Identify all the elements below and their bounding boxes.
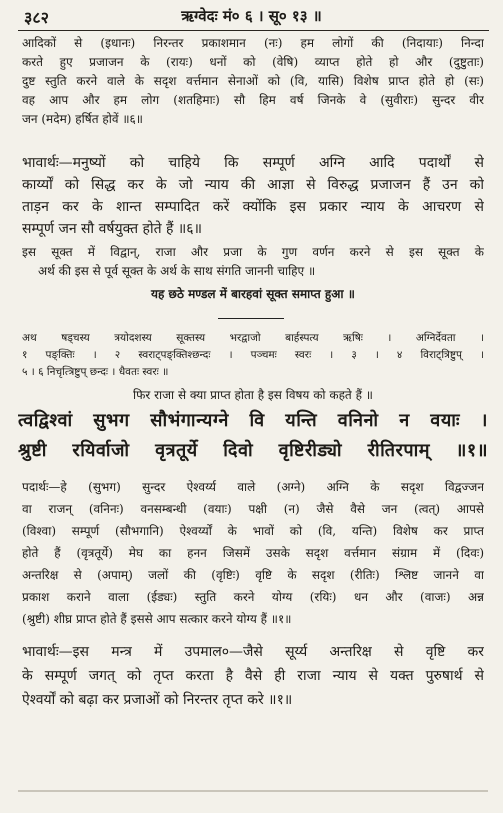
text-line: (श्रुष्टी) शीघ्र प्राप्त होते हैं इससे आप सत्कार करने योग्य हैं ॥१॥	[22, 612, 292, 626]
topic-question	[22, 386, 484, 405]
text-line: १ पङ्क्तिः । २ स्वराट्पङ्क्तिश्छन्दः । पञ्चमः स्वरः । ३ । ४ विराट्त्रिष्टुप् ।	[22, 349, 484, 361]
sukta-intro	[22, 330, 484, 381]
text-line: कार्य्यों को सिद्ध कर के जो न्याय की आज्ञा से विरुद्ध प्रजाजन हैं उन को	[22, 177, 484, 193]
text-line: भावार्थः—इस मन्त्र में उपमाल०—जैसे सूर्य्य अन्तरिक्ष से वृष्टि कर	[22, 644, 484, 660]
section-divider	[218, 318, 284, 319]
text-line: सम्पूर्ण जन सौ वर्षयुक्त होते हैं ॥६॥	[22, 221, 202, 237]
text-line: आदिकों से (इधानः) निरन्तर प्रकाशमान (नः) हम लोगों की (निदायाः) निन्दा	[22, 36, 484, 50]
mantra-line: त्वद्विश्वां सुभग सौभंगान्यग्ने वि यन्ति वनिनो न वयाः ।	[18, 410, 488, 431]
text-line: फिर राजा से क्या प्राप्त होता है इस विषय को कहते हैं ॥	[133, 388, 373, 402]
text-line: दुष्ट स्तुति करने वाले के सदृश वर्त्तमान सेनाओं को (वि, यासि) विशेष प्राप्त होते हो (सः)	[22, 74, 484, 88]
text-line: प्रकाश कराने वाला (ईड्यः) स्तुति करने योग्य (रयिः) धन और (वाजः) अन्न	[22, 590, 484, 604]
page-header	[0, 4, 503, 30]
text-line: अथ षड्चस्य त्रयोदशस्य सूक्तस्य भरद्वाजो बार्हस्पत्य ऋषिः । अग्निर्देवता ।	[22, 332, 484, 344]
text-line: (विश्वा) सम्पूर्ण (सौभगानि) ऐश्वर्य्यों के भावों को (वि, यन्ति) विशेष कर प्राप्त	[22, 524, 484, 538]
text-line: भावार्थः—मनुष्यों को चाहिये कि सम्पूर्ण अग्नि आदि पदार्थों से	[22, 155, 484, 171]
text-line: पदार्थः—हे (सुभग) सुन्दर ऐश्वर्य्य वाले (अग्ने) अग्नि के सदृश विद्वज्जन	[22, 480, 484, 494]
padartha-section	[22, 476, 484, 630]
text-line: अन्तरिक्ष से (अपाम्) जलों की (वृष्टिः) वृष्टि के सदृश (रीतिः) श्लिष्ट जानने वा	[22, 568, 484, 582]
page-number: ३८२	[24, 8, 49, 27]
mantra-line: श्रुष्टी रयिर्वाजो वृत्रतूर्ये दिवो वृष्टिरीड्यो रीतिरपाम् ॥१॥	[18, 440, 488, 461]
text-line: ताड़न कर के शान्त सम्पादित करें क्योंकि इस प्रकार न्याय के आचरण से	[22, 199, 484, 215]
text-line: इस सूक्त में विद्वान्, राजा और प्रजा के गुण वर्णन करने से इस सूक्त के	[22, 245, 484, 259]
text-line: वा राजन् (वनिनः) वनसम्बन्धी (वयाः) पक्षी (न) जैसे वैसे जन (त्वत्) आपसे	[22, 502, 484, 516]
sukta-summary	[22, 243, 484, 304]
text-line: जन (मदेम) हर्षित होवें ॥६॥	[22, 112, 143, 126]
text-line: के सम्पूर्ण जगत् को तृप्त करता है वैसे ही राजा न्याय से यक्त पुरुषार्थ से	[22, 668, 484, 684]
running-title: ऋग्वेदः मं० ६ । सू० १३ ॥	[181, 7, 322, 25]
page-bottom-edge	[18, 790, 488, 792]
text-line: करते हुए प्रजाजन के (रायः) धनों को (वेषि) व्याप्त होते हो और (दुष्टुताः)	[22, 55, 484, 69]
paragraph-continued	[22, 34, 484, 129]
header-rule	[18, 30, 489, 31]
text-line: अर्थ की इस से पूर्व सूक्त के अर्थ के साथ संगति जाननी चाहिए ॥	[38, 264, 316, 278]
text-line: वह आप और हम लोग (शतहिमाः) सौ हिम वर्ष जिनके वे (सुवीराः) सुन्दर वीर	[22, 93, 484, 107]
bhavartha-section-2	[22, 640, 484, 712]
text-line: ऐश्वर्यों को बढ़ा कर प्रजाओं को निरन्तर तृप्त करे ॥१॥	[22, 692, 293, 708]
text-line: ५ । ६ निचृत्त्रिष्टुप् छन्दः । धैवतः स्वरः ॥	[22, 366, 169, 378]
sukta-end-note: यह छठे मण्डल में बारहवां सूक्त समाप्त हुआ ॥	[151, 287, 355, 301]
bhavartha-section-1	[22, 152, 484, 240]
text-line: होते हैं (वृत्रतूर्ये) मेघ का हनन जिसमें उसके सदृश वर्त्तमान संग्राम में (दिवः)	[22, 546, 484, 560]
mantra-verse	[18, 406, 488, 466]
